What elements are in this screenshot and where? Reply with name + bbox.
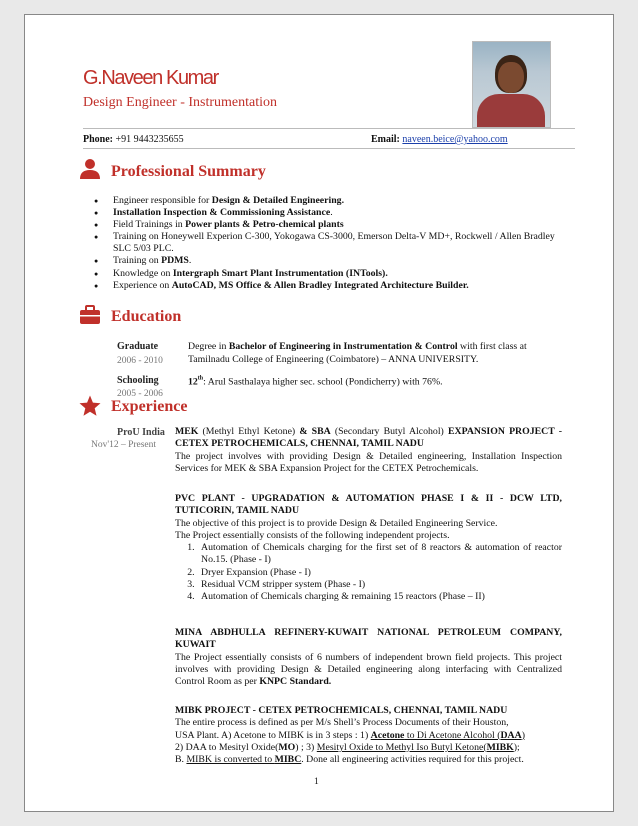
summary-item: ● Knowledge on Intergraph Smart Plant Instrumentation (INTools). [113,268,568,280]
email-line: Email: naveen.beice@yahoo.com [371,134,508,145]
summary-item: ● Engineer responsible for Design & Detailed Engineering. [113,195,568,207]
briefcase-icon [79,304,101,326]
candidate-name: G.Naveen Kumar [83,67,218,89]
summary-item: ● Field Trainings in Power plants & Petro-chemical plants [113,219,568,231]
profile-photo [472,41,551,128]
star-icon [79,395,101,417]
section-title-experience: Experience [111,398,188,415]
summary-item: ● Installation Inspection & Commissioning Assistance. [113,207,568,219]
summary-item: ● Experience on AutoCAD, MS Office & Allen Bradley Integrated Architecture Builder. [113,280,568,292]
project-mina: MINA ABDHULLA REFINERY-KUWAIT NATIONAL PETROLEUM COMPANY, KUWAIT The Project essentially consists of 6 numbers of independent brown field projects. This project involves with providing Design & Detailed engineering along interfacing with Centralized Control Room as per KNPC Standard. [175,627,562,688]
section-title-summary: Professional Summary [111,163,266,180]
graduate-label: Graduate [117,341,159,352]
summary-item: ● Training on PDMS. [113,255,568,267]
graduate-years: 2006 - 2010 [117,356,163,366]
project-mek: MEK (Methyl Ethyl Ketone) & SBA (Secondary Butyl Alcohol) EXPANSION PROJECT - CETEX PETROCHEMICALS, CHENNAI, TAMIL NADU The project involves with providing Design & Detailed engineering, Installation Inspection Services for MEK & SBA Expansion Project for the CETEX Petrochemicals. [175,426,563,474]
pvc-project-item: 4. Automation of Chemicals charging & remaining 15 reactors (Phase – II) [197,591,562,603]
schooling-label: Schooling [117,375,159,386]
company-name: ProU India [117,427,165,438]
page-number: 1 [314,777,319,787]
pvc-project-list [175,542,562,603]
summary-list [113,195,568,292]
graduate-details: Degree in Bachelor of Engineering in Instrumentation & Control with first class at Tamilnadu College of Engineering (Coimbatore) – ANNA UNIVERSITY. [188,341,527,365]
pvc-project-item: 1. Automation of Chemicals charging for the first set of 8 reactors & automation of reactor No.15. (Phase - I) [197,542,562,567]
email-link[interactable]: naveen.beice@yahoo.com [402,134,508,145]
employment-dates: Nov'12 – Present [91,440,157,450]
divider [83,128,575,129]
person-icon [79,158,101,180]
project-pvc: PVC PLANT - UPGRADATION & AUTOMATION PHASE I & II - DCW LTD, TUTICORIN, TAMIL NADU The objective of this project is to provide Design & Detailed Engineering Service. The Project essentially consists of the following independent projects. 1. Automation of Chemicals charging for the first set of 8 reactors & automation of reactor No.15. (Phase - I) 2. Dryer Expansion (Phase - I) 3. Residual VCM stripper system (Phase - I) 4. Automation of Chemicals charging & remaining 15 reactors (Phase – II) [175,493,562,604]
summary-item: ● Training on Honeywell Experion C-300, Yokogawa CS-3000, Emerson Delta-V MD+, Rockwell / Allen Bradley SLC 5/03 PLC. [113,231,568,255]
phone-line: Phone: +91 9443235655 [83,134,184,145]
pvc-project-item: 2. Dryer Expansion (Phase - I) [197,567,562,579]
schooling-years: 2005 - 2006 [117,389,163,399]
pvc-project-item: 3. Residual VCM stripper system (Phase - I) [197,579,562,591]
divider [83,148,575,149]
section-title-education: Education [111,308,182,325]
project-mibk: MIBK PROJECT - CETEX PETROCHEMICALS, CHENNAI, TAMIL NADU The entire process is defined as per M/s Shell’s Process Documents of their Houston, USA Plant. A) Acetone to MIBK is in 3 steps : 1) Acetone to Di Acetone Alcohol (DAA) 2) DAA to Mesityl Oxide(MO) ; 3) Mesityl Oxide to Methyl Iso Butyl Ketone(MIBK); B. MIBK is converted to MIBC. Done all engineering activities required for this project. [175,705,525,766]
resume-page [24,14,614,812]
job-title: Design Engineer - Instrumentation [83,95,278,110]
schooling-details: 12th: Arul Sasthalaya higher sec. school (Pondicherry) with 76%. [188,376,443,388]
phone-number: +91 9443235655 [115,134,184,145]
